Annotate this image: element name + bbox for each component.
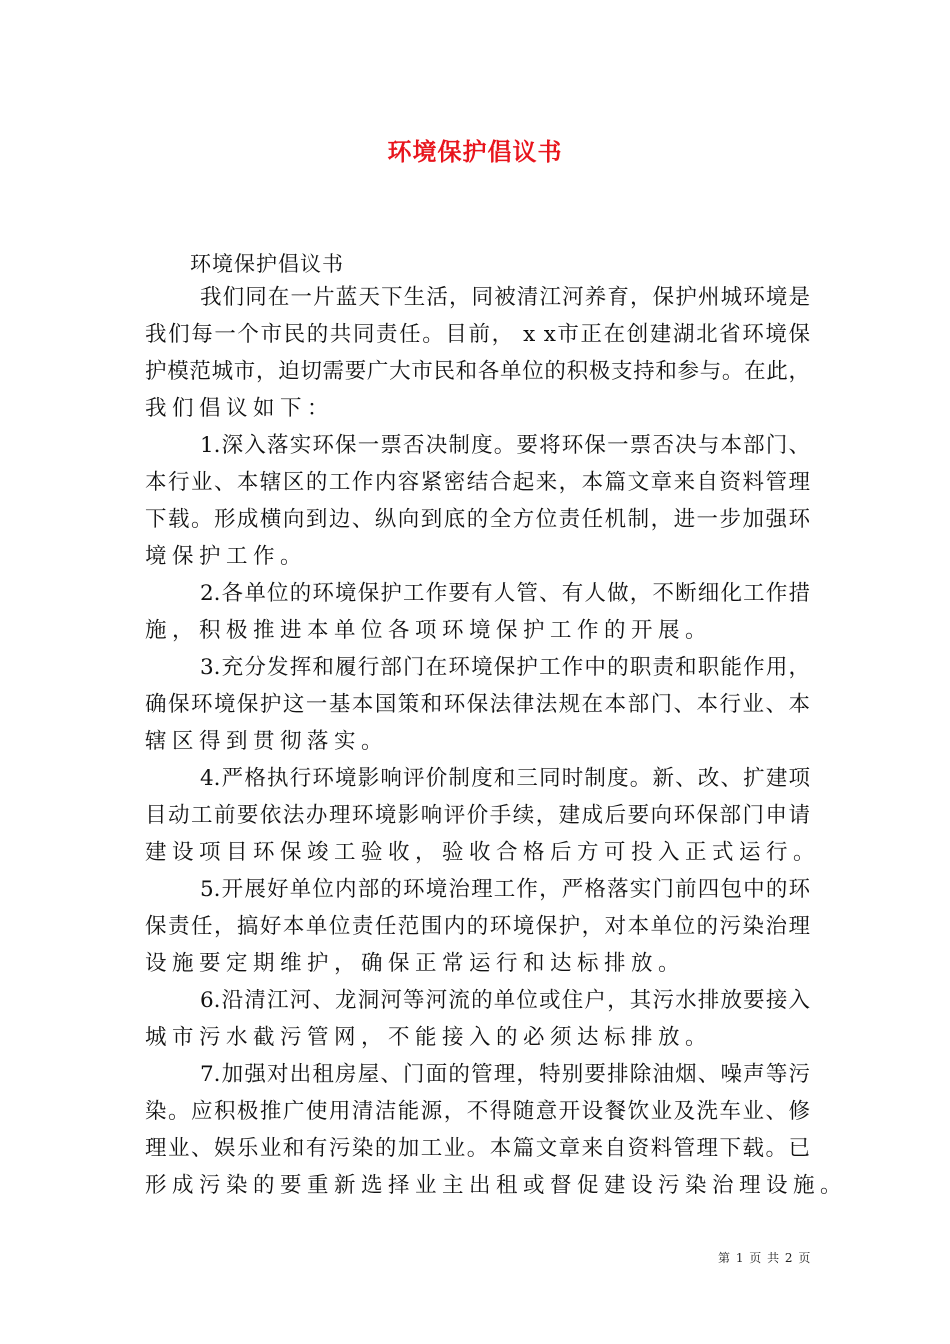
paragraph [145, 764, 821, 875]
text-line: 4.严格执行环境影响评价制度和三同时制度。新、改、扩建项 [200, 766, 810, 791]
text-line: 我们同在一片蓝天下生活，同被清江河养育，保护州城环境是 [200, 285, 810, 310]
text-line: 目动工前要依法办理环境影响评价手续，建成后要向环保部门申请 [145, 803, 810, 828]
text-line: 保责任，搞好本单位责任范围内的环境保护，对本单位的污染治理 [145, 914, 810, 939]
paragraph [145, 875, 810, 986]
text-line: 理业、娱乐业和有污染的加工业。本篇文章来自资料管理下载。已 [145, 1136, 810, 1161]
text-line: 5.开展好单位内部的环境治理工作，严格落实门前四包中的环 [200, 877, 810, 902]
text-line: 3.充分发挥和履行部门在环境保护工作中的职责和职能作用， [200, 655, 810, 680]
text-line: 设施要定期维护，确保正常运行和达标排放。 [145, 951, 686, 976]
text-line: 形成污染的要重新选择业主出租或督促建设污染治理设施。 [145, 1173, 848, 1198]
text-line: 7.加强对出租房屋、门面的管理，特别要排除油烟、噪声等污 [200, 1062, 810, 1087]
page-number: 第 1 页 共 2 页 [718, 1251, 812, 1265]
text-line: 1.深入落实环保一票否决制度。要将环保一票否决与本部门、 [200, 433, 810, 458]
text-line: 城市污水截污管网，不能接入的必须达标排放。 [145, 1025, 713, 1050]
text-line: 护模范城市，迫切需要广大市民和各单位的积极支持和参与。在此， [145, 359, 810, 384]
document-title: 环境保护倡议书 [387, 137, 563, 166]
text-line: 6.沿清江河、龙洞河等河流的单位或住户，其污水排放要接入 [200, 988, 810, 1013]
paragraph [145, 653, 810, 764]
paragraph [145, 431, 810, 579]
document-body [145, 283, 848, 1208]
text-line: 我们倡议如下： [145, 396, 335, 421]
text-line: 施，积极推进本单位各项环境保护工作的开展。 [145, 618, 713, 643]
paragraph [145, 579, 810, 653]
text-line: 我们每一个市民的共同责任。目前， x x市正在创建湖北省环境保 [145, 322, 810, 347]
paragraph [145, 986, 810, 1060]
text-line: 本行业、本辖区的工作内容紧密结合起来，本篇文章来自资料管理 [145, 470, 810, 495]
text-line: 2.各单位的环境保护工作要有人管、有人做，不断细化工作措 [200, 581, 810, 606]
paragraph [145, 1060, 848, 1208]
text-line: 辖区得到贯彻落实。 [145, 729, 389, 754]
text-line: 确保环境保护这一基本国策和环保法律法规在本部门、本行业、本 [145, 692, 810, 717]
paragraph [145, 283, 810, 431]
text-line: 下载。形成横向到边、纵向到底的全方位责任机制，进一步加强环 [145, 507, 810, 532]
text-line: 染。应积极推广使用清洁能源，不得随意开设餐饮业及洗车业、修 [145, 1099, 810, 1124]
text-line: 境保护工作。 [145, 544, 308, 569]
text-line: 建设项目环保竣工验收，验收合格后方可投入正式运行。 [145, 840, 821, 865]
document-subheading: 环境保护倡议书 [190, 252, 344, 276]
